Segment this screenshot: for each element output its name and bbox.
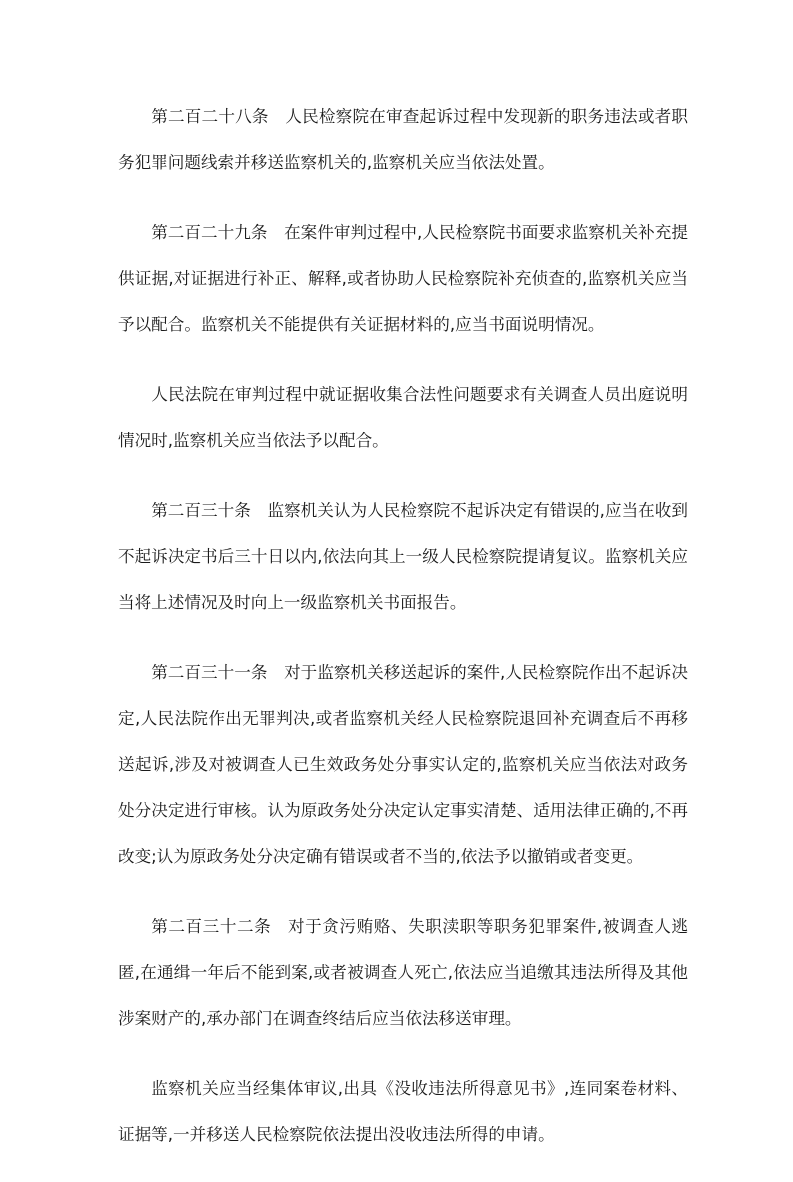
paragraph-text: 监察机关认为人民检察院不起诉决定有错误的,应当在收到不起诉决定书后三十日以内,依法向其上一级人民检察院提请复议。监察机关应当将上述情况及时向上一级监察机关书面报告。 xyxy=(118,501,688,612)
paragraph-text: 监察机关应当经集体审议,出具《没收违法所得意见书》,连同案卷材料、证据等,一并移送人民检察院依法提出没收违法所得的申请。 xyxy=(118,1079,688,1144)
paragraph-text: 人民法院在审判过程中就证据收集合法性问题要求有关调查人员出庭说明情况时,监察机关应当依法予以配合。 xyxy=(118,385,688,450)
paragraph-article-229 xyxy=(118,210,688,348)
paragraph-article-231 xyxy=(118,650,688,880)
paragraph-text: 对于贪污贿赂、失职渎职等职务犯罪案件,被调查人逃匿,在通缉一年后不能到案,或者被调查人死亡,依法应当追缴其违法所得及其他涉案财产的,承办部门在调查终结后应当依法移送审理。 xyxy=(118,917,688,1028)
paragraph-article-232-clause-2 xyxy=(118,1066,688,1158)
paragraph-article-230 xyxy=(118,488,688,626)
article-number: 第二百二十九条 xyxy=(151,223,268,242)
article-number: 第二百三十一条 xyxy=(151,663,268,682)
article-number: 第二百二十八条 xyxy=(151,107,269,126)
paragraph-article-232 xyxy=(118,904,688,1042)
document-page xyxy=(118,94,688,1182)
paragraph-text: 对于监察机关移送起诉的案件,人民检察院作出不起诉决定,人民法院作出无罪判决,或者监察机关经人民检察院退回补充调查后不再移送起诉,涉及对被调查人已生效政务处分事实认定的,监察机关应当依法对政务处分决定进行审核。认为原政务处分决定认定事实清楚、适用法律正确的,不再改变;认为原政务处分决定确有错误或者不当的,依法予以撤销或者变更。 xyxy=(118,663,688,866)
paragraph-text: 人民检察院在审查起诉过程中发现新的职务违法或者职务犯罪问题线索并移送监察机关的,监察机关应当依法处置。 xyxy=(118,107,689,172)
article-number: 第二百三十二条 xyxy=(151,917,272,936)
paragraph-article-229-clause-2 xyxy=(118,372,688,464)
article-number: 第二百三十条 xyxy=(151,501,251,520)
paragraph-text: 在案件审判过程中,人民检察院书面要求监察机关补充提供证据,对证据进行补正、解释,或者协助人民检察院补充侦查的,监察机关应当予以配合。监察机关不能提供有关证据材料的,应当书面说明情况。 xyxy=(118,223,688,334)
paragraph-article-228 xyxy=(118,94,688,186)
